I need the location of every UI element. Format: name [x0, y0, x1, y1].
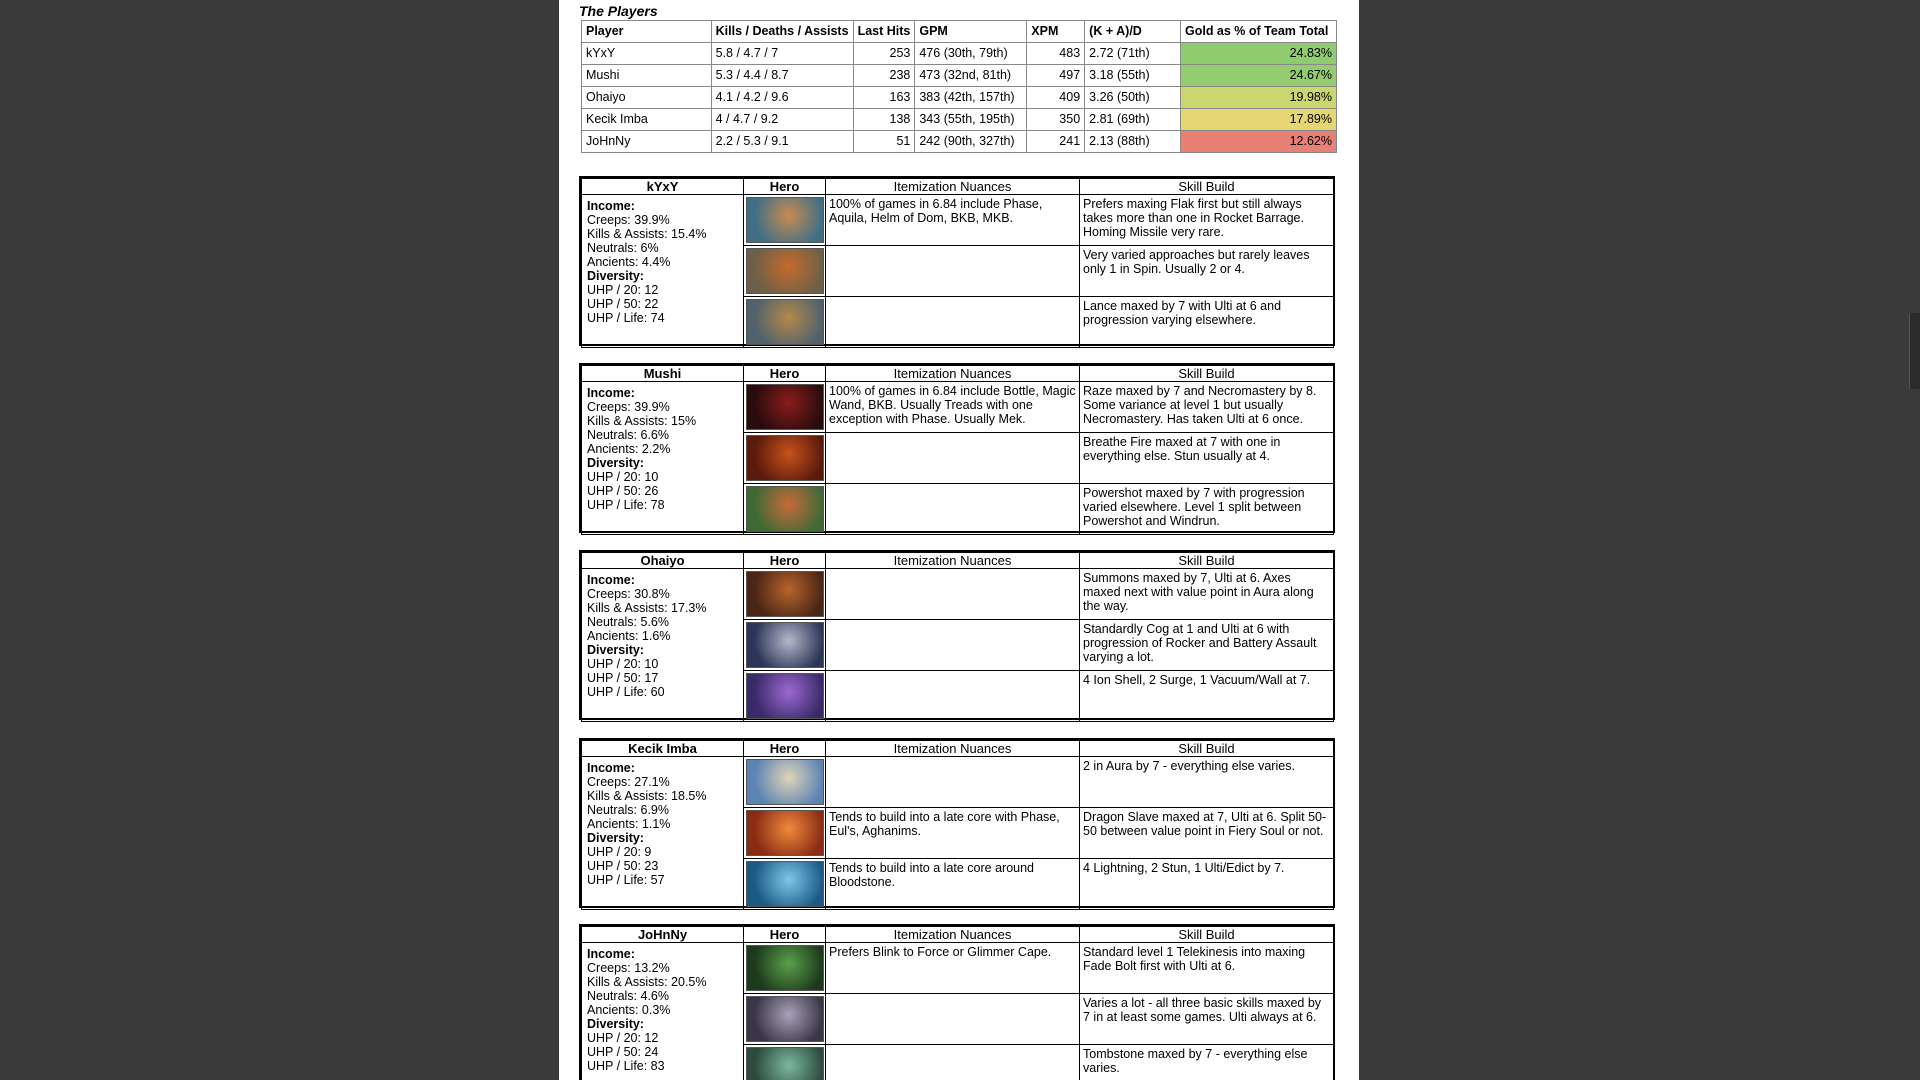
- stats-header-row: [582, 21, 1337, 43]
- player-block: [579, 738, 1335, 908]
- player-block: [579, 363, 1335, 533]
- hero-portrait-undying: [746, 1047, 824, 1080]
- stats-cell-xpm: 241: [1027, 131, 1085, 153]
- income-stat: Neutrals: 6.9%: [587, 803, 669, 817]
- hero-row: [582, 382, 1334, 433]
- document-content: [579, 0, 1339, 1075]
- hero-column-header: Hero: [744, 179, 826, 195]
- hero-portrait-gyrocopter: [746, 197, 824, 243]
- stats-cell-xpm: 497: [1027, 65, 1085, 87]
- skill-build-note: Summons maxed by 7, Ulti at 6. Axes maxed next with value point in Aura along the way.: [1080, 569, 1334, 620]
- diversity-stat: UHP / 50: 24: [587, 1045, 659, 1059]
- player-name: Mushi: [582, 366, 744, 382]
- hero-portrait-rubick: [746, 945, 824, 991]
- income-stat: Neutrals: 4.6%: [587, 989, 669, 1003]
- stats-cell-last-hits: 163: [853, 87, 915, 109]
- income-stat: Creeps: 39.9%: [587, 213, 670, 227]
- skill-build-note: Very varied approaches but rarely leaves only 1 in Spin. Usually 2 or 4.: [1080, 246, 1334, 297]
- hero-column-header: Hero: [744, 927, 826, 943]
- diversity-stat: UHP / Life: 60: [587, 685, 665, 699]
- income-label: Income:: [587, 199, 635, 213]
- diversity-label: Diversity:: [587, 1017, 644, 1031]
- player-name: JoHnNy: [582, 927, 744, 943]
- items-column-header: Itemization Nuances: [826, 927, 1080, 943]
- stats-cell-last-hits: 138: [853, 109, 915, 131]
- hero-column-header: Hero: [744, 553, 826, 569]
- itemization-note: [826, 569, 1080, 620]
- diversity-stat: UHP / Life: 83: [587, 1059, 665, 1073]
- player-detail-table: [581, 178, 1334, 348]
- hero-cell: [744, 1045, 826, 1080]
- skill-build-note: Tombstone maxed by 7 - everything else varies.: [1080, 1045, 1334, 1080]
- hero-column-header: Hero: [744, 741, 826, 757]
- stats-cell-last-hits: 238: [853, 65, 915, 87]
- income-stat: Neutrals: 6%: [587, 241, 659, 255]
- stats-row: [582, 87, 1337, 109]
- stats-cell-last-hits: 51: [853, 131, 915, 153]
- player-header-row: [582, 179, 1334, 195]
- income-label: Income:: [587, 761, 635, 775]
- diversity-label: Diversity:: [587, 456, 644, 470]
- skills-column-header: Skill Build: [1080, 179, 1334, 195]
- stats-row: [582, 131, 1337, 153]
- header-kad: (K + A)/D: [1085, 21, 1181, 43]
- income-stat: Creeps: 30.8%: [587, 587, 670, 601]
- diversity-stat: UHP / 20: 10: [587, 470, 659, 484]
- income-stat: Kills & Assists: 15%: [587, 414, 697, 428]
- hero-portrait-juggernaut: [746, 248, 824, 294]
- header-player: Player: [582, 21, 712, 43]
- stats-cell-gpm: 473 (32nd, 81th): [915, 65, 1027, 87]
- skill-build-note: Varies a lot - all three basic skills maxed by 7 in at least some games. Ulti always at 6.: [1080, 994, 1334, 1045]
- hero-portrait-faceless-void: [746, 673, 824, 719]
- skill-build-note: Prefers maxing Flak first but still always takes more than one in Rocket Barrage. Homing Missile very rare.: [1080, 195, 1334, 246]
- stats-cell-gpm: 476 (30th, 79th): [915, 43, 1027, 65]
- diversity-stat: UHP / 20: 12: [587, 283, 659, 297]
- player-header-row: [582, 927, 1334, 943]
- hero-portrait-crystal-maiden: [746, 759, 824, 805]
- skill-build-note: Breathe Fire maxed at 7 with one in everything else. Stun usually at 4.: [1080, 433, 1334, 484]
- skills-column-header: Skill Build: [1080, 741, 1334, 757]
- itemization-note: Prefers Blink to Force or Glimmer Cape.: [826, 943, 1080, 994]
- skill-build-note: Standardly Cog at 1 and Ulti at 6 with progression of Rocker and Battery Assault varying a lot.: [1080, 620, 1334, 671]
- players-stats-table: [581, 20, 1337, 153]
- skill-build-note: Lance maxed by 7 with Ulti at 6 and progression varying elsewhere.: [1080, 297, 1334, 348]
- hero-cell: [744, 671, 826, 722]
- scrollbar-thumb[interactable]: [1909, 313, 1920, 389]
- stats-cell-kda: 4 / 4.7 / 9.2: [711, 109, 853, 131]
- itemization-note: 100% of games in 6.84 include Bottle, Magic Wand, BKB. Usually Treads with one exception with Phase. Usually Mek.: [826, 382, 1080, 433]
- player-detail-table: [581, 740, 1334, 910]
- income-stat: Ancients: 1.1%: [587, 817, 671, 831]
- skill-build-note: 4 Ion Shell, 2 Surge, 1 Vacuum/Wall at 7.: [1080, 671, 1334, 722]
- skill-build-note: Powershot maxed by 7 with progression varied elsewhere. Level 1 split between Powershot and Windrun.: [1080, 484, 1334, 535]
- stats-cell-xpm: 483: [1027, 43, 1085, 65]
- diversity-stat: UHP / Life: 74: [587, 311, 665, 325]
- itemization-note: Tends to build into a late core around Bloodstone.: [826, 859, 1080, 910]
- player-income-stats: [582, 195, 744, 348]
- itemization-note: [826, 620, 1080, 671]
- player-header-row: [582, 553, 1334, 569]
- diversity-label: Diversity:: [587, 269, 644, 283]
- header-gpm: GPM: [915, 21, 1027, 43]
- income-label: Income:: [587, 947, 635, 961]
- diversity-stat: UHP / 50: 26: [587, 484, 659, 498]
- player-name: Kecik Imba: [582, 741, 744, 757]
- player-income-stats: [582, 757, 744, 910]
- stats-cell-gold-pct: 17.89%: [1180, 109, 1336, 131]
- income-stat: Ancients: 0.3%: [587, 1003, 671, 1017]
- hero-cell: [744, 433, 826, 484]
- hero-cell: [744, 859, 826, 910]
- itemization-note: [826, 433, 1080, 484]
- player-name: Ohaiyo: [582, 553, 744, 569]
- hero-portrait-dragon-knight: [746, 435, 824, 481]
- skill-build-note: Raze maxed by 7 and Necromastery by 8. Some variance at level 1 but usually Necromastery. Has taken Ulti at 6 once.: [1080, 382, 1334, 433]
- itemization-note: 100% of games in 6.84 include Phase, Aquila, Helm of Dom, BKB, MKB.: [826, 195, 1080, 246]
- itemization-note: [826, 994, 1080, 1045]
- stats-cell-player: JoHnNy: [582, 131, 712, 153]
- player-header-row: [582, 366, 1334, 382]
- skills-column-header: Skill Build: [1080, 366, 1334, 382]
- diversity-label: Diversity:: [587, 643, 644, 657]
- stats-cell-last-hits: 253: [853, 43, 915, 65]
- hero-cell: [744, 484, 826, 535]
- itemization-note: [826, 757, 1080, 808]
- player-detail-table: [581, 552, 1334, 722]
- skill-build-note: Dragon Slave maxed at 7, Ulti at 6. Split 50-50 between value point in Fiery Soul or not.: [1080, 808, 1334, 859]
- stats-cell-kda: 4.1 / 4.2 / 9.6: [711, 87, 853, 109]
- stats-cell-player: Kecik Imba: [582, 109, 712, 131]
- itemization-note: [826, 297, 1080, 348]
- player-detail-table: [581, 926, 1334, 1080]
- income-stat: Ancients: 4.4%: [587, 255, 671, 269]
- skills-column-header: Skill Build: [1080, 553, 1334, 569]
- section-title: The Players: [579, 3, 658, 19]
- income-stat: Creeps: 13.2%: [587, 961, 670, 975]
- itemization-note: [826, 484, 1080, 535]
- diversity-stat: UHP / 50: 17: [587, 671, 659, 685]
- player-detail-table: [581, 365, 1334, 535]
- stats-cell-kda: 5.3 / 4.4 / 8.7: [711, 65, 853, 87]
- hero-row: [582, 195, 1334, 246]
- stats-cell-gold-pct: 19.98%: [1180, 87, 1336, 109]
- header-xpm: XPM: [1027, 21, 1085, 43]
- hero-cell: [744, 246, 826, 297]
- stats-cell-gpm: 383 (42th, 157th): [915, 87, 1027, 109]
- hero-portrait-shadow-fiend: [746, 384, 824, 430]
- player-block: [579, 176, 1335, 346]
- income-stat: Kills & Assists: 20.5%: [587, 975, 707, 989]
- diversity-label: Diversity:: [587, 831, 644, 845]
- hero-cell: [744, 808, 826, 859]
- stats-row: [582, 43, 1337, 65]
- hero-cell: [744, 620, 826, 671]
- hero-row: [582, 943, 1334, 994]
- hero-portrait-windranger: [746, 486, 824, 532]
- stats-cell-gold-pct: 24.67%: [1180, 65, 1336, 87]
- skill-build-note: Standard level 1 Telekinesis into maxing Fade Bolt first with Ulti at 6.: [1080, 943, 1334, 994]
- diversity-stat: UHP / 50: 22: [587, 297, 659, 311]
- stats-cell-player: Mushi: [582, 65, 712, 87]
- itemization-note: Tends to build into a late core with Phase, Eul's, Aghanims.: [826, 808, 1080, 859]
- income-stat: Neutrals: 6.6%: [587, 428, 669, 442]
- diversity-stat: UHP / 50: 23: [587, 859, 659, 873]
- stats-cell-gpm: 242 (90th, 327th): [915, 131, 1027, 153]
- player-income-stats: [582, 569, 744, 722]
- header-last-hits: Last Hits: [853, 21, 915, 43]
- itemization-note: [826, 671, 1080, 722]
- stats-cell-xpm: 350: [1027, 109, 1085, 131]
- hero-portrait-phantom-lancer: [746, 299, 824, 345]
- diversity-stat: UHP / 20: 10: [587, 657, 659, 671]
- stats-cell-kda: 5.8 / 4.7 / 7: [711, 43, 853, 65]
- hero-portrait-clockwerk: [746, 622, 824, 668]
- income-stat: Neutrals: 5.6%: [587, 615, 669, 629]
- player-header-row: [582, 741, 1334, 757]
- stats-cell-player: Ohaiyo: [582, 87, 712, 109]
- stats-row: [582, 109, 1337, 131]
- income-label: Income:: [587, 573, 635, 587]
- player-block: [579, 550, 1335, 720]
- hero-cell: [744, 195, 826, 246]
- hero-cell: [744, 382, 826, 433]
- income-stat: Creeps: 27.1%: [587, 775, 670, 789]
- skill-build-note: 4 Lightning, 2 Stun, 1 Ulti/Edict by 7.: [1080, 859, 1334, 910]
- items-column-header: Itemization Nuances: [826, 741, 1080, 757]
- income-stat: Kills & Assists: 18.5%: [587, 789, 707, 803]
- itemization-note: [826, 246, 1080, 297]
- stats-cell-kad: 2.81 (69th): [1085, 109, 1181, 131]
- diversity-stat: UHP / 20: 12: [587, 1031, 659, 1045]
- diversity-stat: UHP / Life: 57: [587, 873, 665, 887]
- hero-portrait-lina: [746, 810, 824, 856]
- diversity-stat: UHP / Life: 78: [587, 498, 665, 512]
- stats-row: [582, 65, 1337, 87]
- skill-build-note: 2 in Aura by 7 - everything else varies.: [1080, 757, 1334, 808]
- stats-cell-kad: 2.72 (71th): [1085, 43, 1181, 65]
- stats-cell-xpm: 409: [1027, 87, 1085, 109]
- header-gold-pct: Gold as % of Team Total: [1180, 21, 1336, 43]
- stats-cell-player: kYxY: [582, 43, 712, 65]
- diversity-stat: UHP / 20: 9: [587, 845, 652, 859]
- skills-column-header: Skill Build: [1080, 927, 1334, 943]
- stats-cell-kad: 2.13 (88th): [1085, 131, 1181, 153]
- document-page: [559, 0, 1359, 1080]
- income-stat: Creeps: 39.9%: [587, 400, 670, 414]
- player-block: [579, 924, 1335, 1080]
- items-column-header: Itemization Nuances: [826, 553, 1080, 569]
- player-income-stats: [582, 943, 744, 1080]
- income-label: Income:: [587, 386, 635, 400]
- income-stat: Kills & Assists: 17.3%: [587, 601, 707, 615]
- hero-portrait-zeus: [746, 861, 824, 907]
- hero-column-header: Hero: [744, 366, 826, 382]
- items-column-header: Itemization Nuances: [826, 179, 1080, 195]
- income-stat: Kills & Assists: 15.4%: [587, 227, 707, 241]
- header-kda: Kills / Deaths / Assists: [711, 21, 853, 43]
- stats-cell-kad: 3.26 (50th): [1085, 87, 1181, 109]
- stats-cell-gold-pct: 24.83%: [1180, 43, 1336, 65]
- hero-cell: [744, 297, 826, 348]
- hero-cell: [744, 757, 826, 808]
- income-stat: Ancients: 2.2%: [587, 442, 671, 456]
- player-name: kYxY: [582, 179, 744, 195]
- items-column-header: Itemization Nuances: [826, 366, 1080, 382]
- stats-cell-gold-pct: 12.62%: [1180, 131, 1336, 153]
- hero-row: [582, 569, 1334, 620]
- hero-cell: [744, 569, 826, 620]
- income-stat: Ancients: 1.6%: [587, 629, 671, 643]
- itemization-note: [826, 1045, 1080, 1080]
- stats-cell-kad: 3.18 (55th): [1085, 65, 1181, 87]
- hero-cell: [744, 943, 826, 994]
- player-income-stats: [582, 382, 744, 535]
- stats-cell-kda: 2.2 / 5.3 / 9.1: [711, 131, 853, 153]
- hero-row: [582, 757, 1334, 808]
- hero-portrait-bane: [746, 996, 824, 1042]
- hero-cell: [744, 994, 826, 1045]
- hero-portrait-beastmaster: [746, 571, 824, 617]
- stats-cell-gpm: 343 (55th, 195th): [915, 109, 1027, 131]
